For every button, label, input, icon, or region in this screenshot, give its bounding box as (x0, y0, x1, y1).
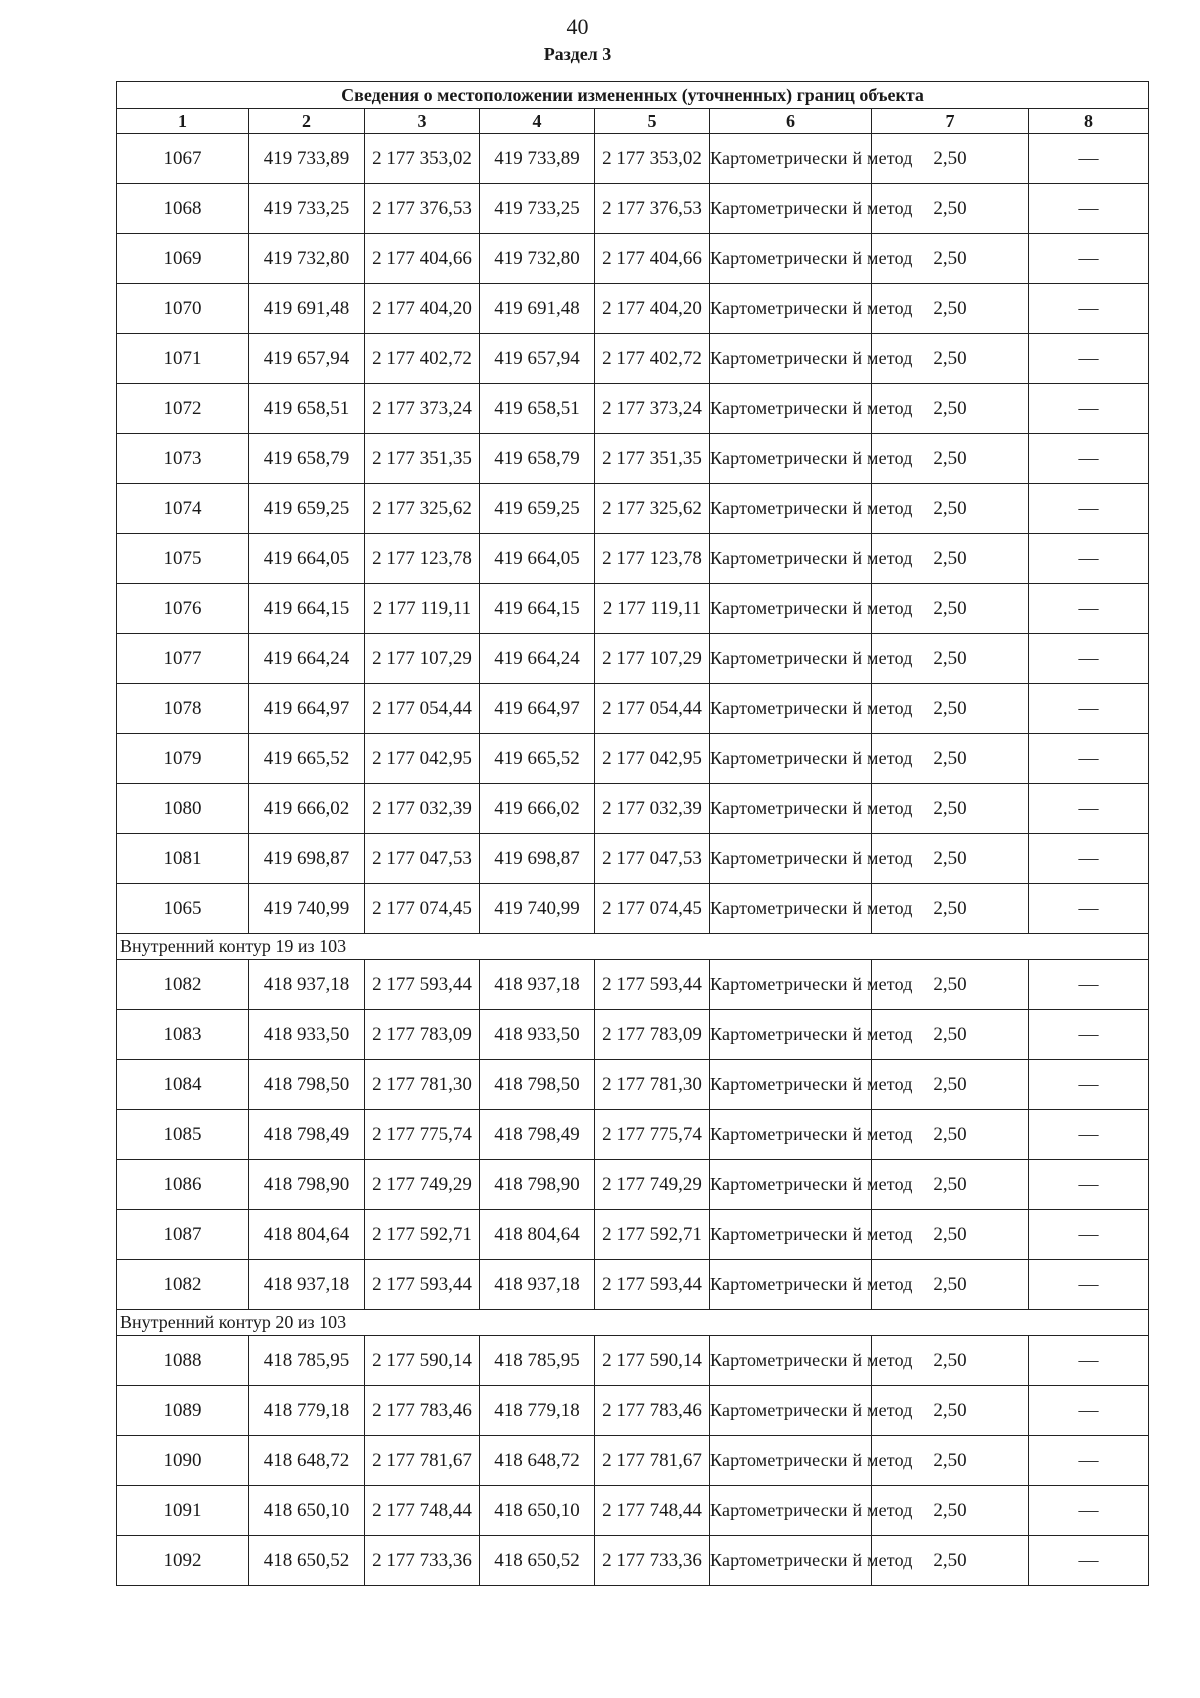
description-cell: — (1029, 834, 1149, 884)
description-cell: — (1029, 384, 1149, 434)
column-header: 7 (872, 109, 1029, 134)
method-cell: Картометрически й метод (710, 384, 872, 434)
contour-label: Внутренний контур 20 из 103 (117, 1310, 1149, 1336)
y-old-cell: 2 177 047,53 (365, 834, 480, 884)
accuracy-cell: 2,50 (872, 1010, 1029, 1060)
point-number-cell: 1085 (117, 1110, 249, 1160)
y-new-cell: 2 177 119,11 (595, 584, 710, 634)
x-new-cell: 419 733,25 (480, 184, 595, 234)
x-old-cell: 418 933,50 (249, 1010, 365, 1060)
x-old-cell: 418 804,64 (249, 1210, 365, 1260)
table-row (117, 234, 1149, 284)
description-cell: — (1029, 1486, 1149, 1536)
table-row (117, 584, 1149, 634)
y-old-cell: 2 177 032,39 (365, 784, 480, 834)
table-row (117, 1536, 1149, 1586)
y-old-cell: 2 177 592,71 (365, 1210, 480, 1260)
y-new-cell: 2 177 054,44 (595, 684, 710, 734)
x-new-cell: 419 659,25 (480, 484, 595, 534)
description-cell: — (1029, 1386, 1149, 1436)
method-cell: Картометрически й метод (710, 960, 872, 1010)
method-cell: Картометрически й метод (710, 634, 872, 684)
x-old-cell: 419 733,25 (249, 184, 365, 234)
accuracy-cell: 2,50 (872, 434, 1029, 484)
y-new-cell: 2 177 373,24 (595, 384, 710, 434)
x-old-cell: 419 732,80 (249, 234, 365, 284)
y-new-cell: 2 177 404,66 (595, 234, 710, 284)
y-new-cell: 2 177 748,44 (595, 1486, 710, 1536)
description-cell: — (1029, 284, 1149, 334)
y-old-cell: 2 177 775,74 (365, 1110, 480, 1160)
x-new-cell: 419 658,51 (480, 384, 595, 434)
x-new-cell: 418 785,95 (480, 1336, 595, 1386)
accuracy-cell: 2,50 (872, 284, 1029, 334)
y-old-cell: 2 177 749,29 (365, 1160, 480, 1210)
point-number-cell: 1086 (117, 1160, 249, 1210)
x-new-cell: 418 650,10 (480, 1486, 595, 1536)
point-number-cell: 1090 (117, 1436, 249, 1486)
table-row (117, 284, 1149, 334)
method-cell: Картометрически й метод (710, 1210, 872, 1260)
point-number-cell: 1074 (117, 484, 249, 534)
accuracy-cell: 2,50 (872, 184, 1029, 234)
table-row (117, 1160, 1149, 1210)
method-cell: Картометрически й метод (710, 1260, 872, 1310)
x-old-cell: 418 648,72 (249, 1436, 365, 1486)
table-caption: Сведения о местоположении измененных (уточненных) границ объекта (117, 82, 1149, 109)
x-old-cell: 419 658,79 (249, 434, 365, 484)
description-cell: — (1029, 534, 1149, 584)
table-row (117, 384, 1149, 434)
x-new-cell: 419 664,97 (480, 684, 595, 734)
accuracy-cell: 2,50 (872, 1436, 1029, 1486)
x-new-cell: 419 691,48 (480, 284, 595, 334)
y-new-cell: 2 177 074,45 (595, 884, 710, 934)
point-number-cell: 1073 (117, 434, 249, 484)
method-cell: Картометрически й метод (710, 1010, 872, 1060)
column-number-row (117, 109, 1149, 134)
table-row (117, 184, 1149, 234)
y-new-cell: 2 177 376,53 (595, 184, 710, 234)
point-number-cell: 1067 (117, 134, 249, 184)
method-cell: Картометрически й метод (710, 1160, 872, 1210)
x-old-cell: 419 657,94 (249, 334, 365, 384)
y-old-cell: 2 177 123,78 (365, 534, 480, 584)
method-cell: Картометрически й метод (710, 1336, 872, 1386)
table-row (117, 1386, 1149, 1436)
description-cell: — (1029, 1160, 1149, 1210)
x-new-cell: 418 804,64 (480, 1210, 595, 1260)
accuracy-cell: 2,50 (872, 1536, 1029, 1586)
contour-heading-row (117, 934, 1149, 960)
y-new-cell: 2 177 107,29 (595, 634, 710, 684)
description-cell: — (1029, 734, 1149, 784)
accuracy-cell: 2,50 (872, 334, 1029, 384)
point-number-cell: 1070 (117, 284, 249, 334)
boundary-coordinates-table (116, 81, 1149, 1586)
accuracy-cell: 2,50 (872, 734, 1029, 784)
accuracy-cell: 2,50 (872, 234, 1029, 284)
y-new-cell: 2 177 351,35 (595, 434, 710, 484)
method-cell: Картометрически й метод (710, 434, 872, 484)
method-cell: Картометрически й метод (710, 684, 872, 734)
table-row (117, 1260, 1149, 1310)
table-row (117, 134, 1149, 184)
description-cell: — (1029, 1010, 1149, 1060)
x-old-cell: 418 650,52 (249, 1536, 365, 1586)
y-old-cell: 2 177 781,67 (365, 1436, 480, 1486)
point-number-cell: 1076 (117, 584, 249, 634)
y-old-cell: 2 177 107,29 (365, 634, 480, 684)
x-new-cell: 419 658,79 (480, 434, 595, 484)
method-cell: Картометрически й метод (710, 1536, 872, 1586)
x-old-cell: 419 733,89 (249, 134, 365, 184)
description-cell: — (1029, 484, 1149, 534)
x-old-cell: 419 664,05 (249, 534, 365, 584)
y-new-cell: 2 177 404,20 (595, 284, 710, 334)
y-old-cell: 2 177 373,24 (365, 384, 480, 434)
method-cell: Картометрически й метод (710, 1486, 872, 1536)
point-number-cell: 1080 (117, 784, 249, 834)
x-new-cell: 419 664,24 (480, 634, 595, 684)
point-number-cell: 1083 (117, 1010, 249, 1060)
y-old-cell: 2 177 119,11 (365, 584, 480, 634)
x-new-cell: 418 798,49 (480, 1110, 595, 1160)
accuracy-cell: 2,50 (872, 134, 1029, 184)
description-cell: — (1029, 1210, 1149, 1260)
x-old-cell: 419 664,15 (249, 584, 365, 634)
y-new-cell: 2 177 733,36 (595, 1536, 710, 1586)
y-new-cell: 2 177 781,67 (595, 1436, 710, 1486)
table-row (117, 1010, 1149, 1060)
x-old-cell: 418 779,18 (249, 1386, 365, 1436)
table-row (117, 434, 1149, 484)
accuracy-cell: 2,50 (872, 1260, 1029, 1310)
method-cell: Картометрически й метод (710, 884, 872, 934)
y-old-cell: 2 177 783,09 (365, 1010, 480, 1060)
column-header: 5 (595, 109, 710, 134)
method-cell: Картометрически й метод (710, 1386, 872, 1436)
table-row (117, 1336, 1149, 1386)
y-new-cell: 2 177 593,44 (595, 1260, 710, 1310)
description-cell: — (1029, 1060, 1149, 1110)
point-number-cell: 1075 (117, 534, 249, 584)
y-old-cell: 2 177 042,95 (365, 734, 480, 784)
y-new-cell: 2 177 592,71 (595, 1210, 710, 1260)
y-new-cell: 2 177 783,09 (595, 1010, 710, 1060)
x-old-cell: 419 658,51 (249, 384, 365, 434)
x-old-cell: 418 798,90 (249, 1160, 365, 1210)
point-number-cell: 1091 (117, 1486, 249, 1536)
table-row (117, 634, 1149, 684)
column-header: 1 (117, 109, 249, 134)
description-cell: — (1029, 634, 1149, 684)
x-old-cell: 419 740,99 (249, 884, 365, 934)
x-old-cell: 419 698,87 (249, 834, 365, 884)
x-new-cell: 419 698,87 (480, 834, 595, 884)
table-row (117, 534, 1149, 584)
description-cell: — (1029, 184, 1149, 234)
description-cell: — (1029, 434, 1149, 484)
point-number-cell: 1077 (117, 634, 249, 684)
method-cell: Картометрически й метод (710, 834, 872, 884)
description-cell: — (1029, 884, 1149, 934)
point-number-cell: 1089 (117, 1386, 249, 1436)
table-row (117, 960, 1149, 1010)
table-row (117, 784, 1149, 834)
x-new-cell: 419 740,99 (480, 884, 595, 934)
column-header: 3 (365, 109, 480, 134)
point-number-cell: 1069 (117, 234, 249, 284)
x-old-cell: 418 937,18 (249, 960, 365, 1010)
point-number-cell: 1079 (117, 734, 249, 784)
x-new-cell: 419 666,02 (480, 784, 595, 834)
x-new-cell: 418 798,50 (480, 1060, 595, 1110)
method-cell: Картометрически й метод (710, 784, 872, 834)
table-row (117, 734, 1149, 784)
method-cell: Картометрически й метод (710, 134, 872, 184)
method-cell: Картометрически й метод (710, 1110, 872, 1160)
y-new-cell: 2 177 325,62 (595, 484, 710, 534)
y-old-cell: 2 177 376,53 (365, 184, 480, 234)
method-cell: Картометрически й метод (710, 534, 872, 584)
column-header: 6 (710, 109, 872, 134)
x-new-cell: 418 937,18 (480, 1260, 595, 1310)
table-row (117, 1436, 1149, 1486)
x-old-cell: 418 798,49 (249, 1110, 365, 1160)
accuracy-cell: 2,50 (872, 484, 1029, 534)
column-header: 2 (249, 109, 365, 134)
point-number-cell: 1065 (117, 884, 249, 934)
contour-heading-row (117, 1310, 1149, 1336)
x-new-cell: 419 657,94 (480, 334, 595, 384)
y-new-cell: 2 177 781,30 (595, 1060, 710, 1110)
y-new-cell: 2 177 775,74 (595, 1110, 710, 1160)
x-old-cell: 419 664,24 (249, 634, 365, 684)
y-new-cell: 2 177 042,95 (595, 734, 710, 784)
y-old-cell: 2 177 351,35 (365, 434, 480, 484)
table-row (117, 334, 1149, 384)
x-old-cell: 418 785,95 (249, 1336, 365, 1386)
description-cell: — (1029, 1436, 1149, 1486)
y-old-cell: 2 177 748,44 (365, 1486, 480, 1536)
y-old-cell: 2 177 404,20 (365, 284, 480, 334)
x-new-cell: 419 664,05 (480, 534, 595, 584)
accuracy-cell: 2,50 (872, 1386, 1029, 1436)
accuracy-cell: 2,50 (872, 584, 1029, 634)
y-old-cell: 2 177 074,45 (365, 884, 480, 934)
table-row (117, 1060, 1149, 1110)
point-number-cell: 1078 (117, 684, 249, 734)
accuracy-cell: 2,50 (872, 384, 1029, 434)
y-new-cell: 2 177 402,72 (595, 334, 710, 384)
description-cell: — (1029, 334, 1149, 384)
accuracy-cell: 2,50 (872, 634, 1029, 684)
x-new-cell: 418 937,18 (480, 960, 595, 1010)
description-cell: — (1029, 134, 1149, 184)
accuracy-cell: 2,50 (872, 1210, 1029, 1260)
table-row (117, 834, 1149, 884)
y-old-cell: 2 177 404,66 (365, 234, 480, 284)
y-new-cell: 2 177 123,78 (595, 534, 710, 584)
table-row (117, 1110, 1149, 1160)
description-cell: — (1029, 1336, 1149, 1386)
y-old-cell: 2 177 781,30 (365, 1060, 480, 1110)
y-old-cell: 2 177 353,02 (365, 134, 480, 184)
x-old-cell: 418 798,50 (249, 1060, 365, 1110)
accuracy-cell: 2,50 (872, 834, 1029, 884)
x-new-cell: 419 664,15 (480, 584, 595, 634)
x-old-cell: 418 650,10 (249, 1486, 365, 1536)
y-old-cell: 2 177 783,46 (365, 1386, 480, 1436)
table-body (117, 134, 1149, 1586)
description-cell: — (1029, 960, 1149, 1010)
y-new-cell: 2 177 783,46 (595, 1386, 710, 1436)
x-old-cell: 419 666,02 (249, 784, 365, 834)
x-new-cell: 418 798,90 (480, 1160, 595, 1210)
table-row (117, 1210, 1149, 1260)
y-old-cell: 2 177 590,14 (365, 1336, 480, 1386)
point-number-cell: 1087 (117, 1210, 249, 1260)
table-row (117, 884, 1149, 934)
description-cell: — (1029, 1536, 1149, 1586)
x-new-cell: 418 650,52 (480, 1536, 595, 1586)
y-old-cell: 2 177 325,62 (365, 484, 480, 534)
point-number-cell: 1082 (117, 1260, 249, 1310)
contour-label: Внутренний контур 19 из 103 (117, 934, 1149, 960)
accuracy-cell: 2,50 (872, 534, 1029, 584)
point-number-cell: 1072 (117, 384, 249, 434)
method-cell: Картометрически й метод (710, 584, 872, 634)
accuracy-cell: 2,50 (872, 884, 1029, 934)
x-old-cell: 419 691,48 (249, 284, 365, 334)
y-old-cell: 2 177 054,44 (365, 684, 480, 734)
accuracy-cell: 2,50 (872, 784, 1029, 834)
accuracy-cell: 2,50 (872, 1110, 1029, 1160)
table-row (117, 1486, 1149, 1536)
method-cell: Картометрически й метод (710, 484, 872, 534)
x-new-cell: 419 665,52 (480, 734, 595, 784)
y-new-cell: 2 177 593,44 (595, 960, 710, 1010)
description-cell: — (1029, 1260, 1149, 1310)
page-number: 40 (566, 14, 589, 39)
description-cell: — (1029, 234, 1149, 284)
method-cell: Картометрически й метод (710, 734, 872, 784)
description-cell: — (1029, 1110, 1149, 1160)
method-cell: Картометрически й метод (710, 234, 872, 284)
x-new-cell: 419 732,80 (480, 234, 595, 284)
description-cell: — (1029, 784, 1149, 834)
table-row (117, 484, 1149, 534)
method-cell: Картометрически й метод (710, 184, 872, 234)
column-header: 8 (1029, 109, 1149, 134)
point-number-cell: 1081 (117, 834, 249, 884)
point-number-cell: 1068 (117, 184, 249, 234)
y-old-cell: 2 177 593,44 (365, 960, 480, 1010)
point-number-cell: 1092 (117, 1536, 249, 1586)
x-old-cell: 418 937,18 (249, 1260, 365, 1310)
y-old-cell: 2 177 402,72 (365, 334, 480, 384)
x-old-cell: 419 665,52 (249, 734, 365, 784)
point-number-cell: 1071 (117, 334, 249, 384)
method-cell: Картометрически й метод (710, 334, 872, 384)
y-new-cell: 2 177 590,14 (595, 1336, 710, 1386)
y-new-cell: 2 177 749,29 (595, 1160, 710, 1210)
method-cell: Картометрически й метод (710, 1060, 872, 1110)
method-cell: Картометрически й метод (710, 1436, 872, 1486)
y-new-cell: 2 177 047,53 (595, 834, 710, 884)
accuracy-cell: 2,50 (872, 1160, 1029, 1210)
accuracy-cell: 2,50 (872, 684, 1029, 734)
point-number-cell: 1088 (117, 1336, 249, 1386)
x-old-cell: 419 659,25 (249, 484, 365, 534)
x-new-cell: 418 648,72 (480, 1436, 595, 1486)
x-new-cell: 419 733,89 (480, 134, 595, 184)
point-number-cell: 1082 (117, 960, 249, 1010)
accuracy-cell: 2,50 (872, 1060, 1029, 1110)
section-title: Раздел 3 (543, 44, 612, 64)
accuracy-cell: 2,50 (872, 1486, 1029, 1536)
method-cell: Картометрически й метод (710, 284, 872, 334)
accuracy-cell: 2,50 (872, 960, 1029, 1010)
table-row (117, 684, 1149, 734)
y-old-cell: 2 177 593,44 (365, 1260, 480, 1310)
description-cell: — (1029, 584, 1149, 634)
x-new-cell: 418 779,18 (480, 1386, 595, 1436)
x-new-cell: 418 933,50 (480, 1010, 595, 1060)
description-cell: — (1029, 684, 1149, 734)
accuracy-cell: 2,50 (872, 1336, 1029, 1386)
column-header: 4 (480, 109, 595, 134)
point-number-cell: 1084 (117, 1060, 249, 1110)
y-old-cell: 2 177 733,36 (365, 1536, 480, 1586)
y-new-cell: 2 177 032,39 (595, 784, 710, 834)
y-new-cell: 2 177 353,02 (595, 134, 710, 184)
x-old-cell: 419 664,97 (249, 684, 365, 734)
